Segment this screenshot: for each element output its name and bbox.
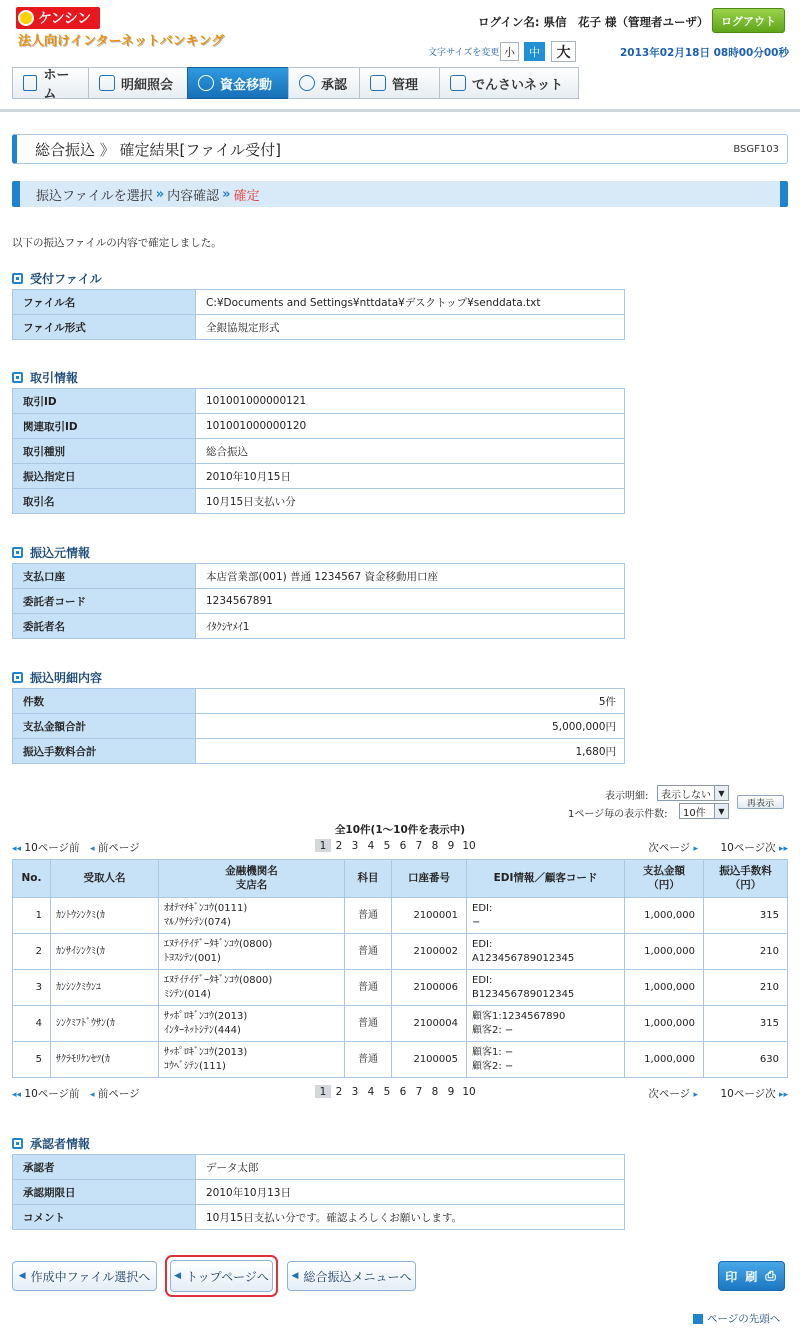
pager-next10-link[interactable]	[720, 840, 788, 855]
pager-next-label: 次ページ	[648, 1088, 691, 1100]
row-branch-name: ﾏﾙﾉｳﾁｼﾃﾝ(074)	[164, 916, 231, 928]
related-txn-id-label: 関連取引ID	[13, 414, 196, 439]
pager-page[interactable]: 8	[431, 1086, 439, 1098]
densai-icon	[450, 75, 466, 91]
file-format-label: ファイル形式	[13, 315, 196, 340]
row-fee: 315	[704, 1006, 788, 1042]
row-type: 普通	[345, 1042, 392, 1078]
total-fee-value: 1,680円	[196, 739, 625, 764]
print-label: 印 刷	[725, 1269, 760, 1284]
tab-manage[interactable]	[359, 67, 439, 99]
pager-page[interactable]: 5	[383, 1086, 391, 1098]
select-draft-file-label: 作成中ファイル選択へ	[30, 1269, 151, 1284]
col-header-fee: 振込手数料 （円）	[704, 860, 788, 898]
triangle-left-icon: ◀	[18, 1271, 26, 1281]
current-datetime: 2013年02月18日 08時00分00秒	[620, 47, 789, 59]
row-bank	[159, 898, 345, 934]
total-amount-label: 支払金額合計	[13, 714, 196, 739]
intro-message: 以下の振込ファイルの内容で確定しました。	[12, 237, 222, 249]
row-bank-name: ｴﾇﾃｲﾃｲﾃﾞｰﾀｷﾞﾝｺｳ(0800)	[164, 975, 273, 986]
row-type: 普通	[345, 898, 392, 934]
step-select-file: 振込ファイルを選択	[36, 188, 153, 204]
txn-id-value: 101001000000121	[196, 389, 625, 414]
row-no: 5	[13, 1042, 51, 1078]
row-branch-name: ｲﾝﾀｰﾈｯﾄｼﾃﾝ(444)	[164, 1024, 241, 1036]
pager-next-link[interactable]	[648, 1086, 698, 1101]
tab-fund-transfer-label: 資金移動	[220, 77, 273, 93]
pager-prev-label: 前ページ	[97, 1088, 140, 1100]
chevron-right-icon: ▸	[693, 844, 698, 854]
pager-page[interactable]: 10	[462, 840, 476, 852]
tab-home-label: ホーム	[43, 68, 70, 102]
comment-value: 10月15日支払い分です。確認よろしくお願いします。	[196, 1205, 625, 1230]
row-bank-name: ｻｯﾎﾟﾛｷﾞﾝｺｳ(2013)	[164, 1047, 248, 1058]
pager-page[interactable]: 6	[399, 1086, 407, 1098]
section-bullet-icon	[12, 372, 23, 383]
row-payee: ｶﾝｼﾝｸﾐｳﾝﾕ	[51, 970, 159, 1006]
login-name: ログイン名: 県信 花子 様（管理者ユーザ）	[478, 15, 709, 29]
section-heading-transaction-label: 取引情報	[30, 371, 79, 385]
double-chevron-left-icon: ◂◂	[12, 844, 22, 854]
redisplay-button[interactable]	[737, 795, 784, 809]
txn-name-value: 10月15日支払い分	[196, 489, 625, 514]
transfer-date-value: 2010年10月15日	[196, 464, 625, 489]
pager-prev-link[interactable]	[90, 1086, 140, 1101]
row-no: 2	[13, 934, 51, 970]
bank-logo[interactable]	[16, 7, 100, 29]
row-bank	[159, 1042, 345, 1078]
pager-page[interactable]: 2	[335, 1086, 343, 1098]
section-bullet-icon	[12, 273, 23, 284]
pager-page[interactable]: 1	[315, 839, 331, 852]
transfer-menu-button[interactable]	[287, 1261, 416, 1291]
row-edi-line2: 顧客2: −	[472, 1060, 514, 1072]
pager-page[interactable]: 7	[415, 1086, 423, 1098]
file-name-value: C:¥Documents and Settings¥nttdata¥デスクトップ¥senddata.txt	[196, 290, 625, 315]
section-heading-approver-label: 承認者情報	[30, 1137, 91, 1151]
pager-page[interactable]: 9	[447, 1086, 455, 1098]
approver-info-table	[12, 1154, 625, 1230]
step-confirm-content: 内容確認	[167, 188, 220, 204]
section-heading-summary-label: 振込明細内容	[30, 671, 103, 685]
approver-label: 承認者	[13, 1155, 196, 1180]
row-edi	[467, 1006, 625, 1042]
transfer-detail-table	[12, 859, 788, 1078]
col-header-bank: 金融機関名 支店名	[159, 860, 345, 898]
transfer-icon	[198, 75, 214, 91]
col-header-account: 口座番号	[392, 860, 467, 898]
logo-text: ケンシン	[38, 11, 91, 27]
row-payee: ｻｸﾗﾓﾘｹﾝｾﾂ(ｶ	[51, 1042, 159, 1078]
tab-statements[interactable]	[88, 67, 187, 99]
select-draft-file-button[interactable]	[12, 1261, 157, 1291]
col-header-edi: EDI情報／顧客コード	[467, 860, 625, 898]
row-type: 普通	[345, 970, 392, 1006]
pager-pages	[315, 1085, 479, 1098]
pager-prev10-label: 10ページ前	[24, 842, 80, 854]
row-edi-line1: EDI:	[472, 975, 493, 986]
total-amount-value: 5,000,000円	[196, 714, 625, 739]
row-account: 2100006	[392, 970, 467, 1006]
row-amount: 1,000,000	[625, 970, 704, 1006]
logout-button[interactable]: ログアウト	[712, 8, 785, 33]
section-heading-transaction	[12, 369, 78, 386]
row-edi-line1: 顧客1:1234567890	[472, 1011, 566, 1022]
pager-page[interactable]: 2	[335, 840, 343, 852]
section-heading-source-label: 振込元情報	[30, 546, 91, 560]
col-header-amount: 支払金額 （円）	[625, 860, 704, 898]
row-no: 4	[13, 1006, 51, 1042]
main-nav	[12, 67, 579, 102]
pager-pages	[315, 839, 479, 852]
row-amount: 1,000,000	[625, 898, 704, 934]
pager-prev10-label: 10ページ前	[24, 1088, 80, 1100]
tab-densai[interactable]	[439, 67, 579, 99]
double-chevron-left-icon: ◂◂	[12, 1090, 22, 1100]
printer-icon: ⎙	[765, 1268, 778, 1284]
show-detail-value: 表示しない	[661, 789, 711, 801]
pager-prev10-link[interactable]	[12, 1086, 80, 1101]
row-account: 2100002	[392, 934, 467, 970]
col-header-type: 科目	[345, 860, 392, 898]
table-row	[13, 934, 788, 970]
per-page-value: 10件	[683, 807, 706, 819]
pager-bottom	[12, 1085, 788, 1101]
row-edi-line2: 顧客2: −	[472, 1024, 514, 1036]
row-bank	[159, 934, 345, 970]
table-row	[13, 1042, 788, 1078]
section-heading-summary	[12, 669, 102, 686]
check-icon	[299, 75, 315, 91]
header	[0, 0, 800, 112]
tab-fund-transfer[interactable]	[187, 67, 288, 99]
row-amount: 1,000,000	[625, 934, 704, 970]
file-info-table	[12, 289, 625, 340]
pager-next10-label: 10ページ次	[720, 1088, 776, 1100]
row-edi-line2: −	[472, 916, 481, 928]
section-heading-approver	[12, 1135, 90, 1152]
tab-home[interactable]	[12, 67, 88, 102]
triangle-left-icon: ◀	[291, 1271, 299, 1281]
row-type: 普通	[345, 934, 392, 970]
section-bullet-icon	[12, 1138, 23, 1149]
row-no: 3	[13, 970, 51, 1006]
show-detail-select[interactable]	[657, 785, 729, 801]
row-amount: 1,000,000	[625, 1042, 704, 1078]
chevron-down-icon: ▼	[714, 786, 728, 800]
pager-next10-label: 10ページ次	[720, 842, 776, 854]
tab-approve-label: 承認	[321, 77, 348, 93]
page-top-label: ページの先頭へ	[707, 1313, 781, 1325]
related-txn-id-value: 101001000000120	[196, 414, 625, 439]
tab-densai-label: でんさいネット	[472, 77, 564, 93]
row-edi-line1: 顧客1: −	[472, 1047, 514, 1058]
section-heading-file-label: 受付ファイル	[30, 272, 102, 286]
step-separator: »	[155, 186, 165, 202]
txn-id-label: 取引ID	[13, 389, 196, 414]
txn-type-label: 取引種別	[13, 439, 196, 464]
transfer-menu-label: 総合振込メニューへ	[303, 1269, 412, 1284]
chevron-left-icon: ◂	[90, 1090, 95, 1100]
source-info-table	[12, 563, 625, 639]
pager-page[interactable]: 7	[415, 840, 423, 852]
transaction-info-table	[12, 388, 625, 514]
tab-approve[interactable]	[288, 67, 359, 99]
row-edi-line1: EDI:	[472, 903, 493, 914]
home-icon	[23, 75, 37, 91]
section-heading-file	[12, 270, 102, 287]
pager-page[interactable]: 6	[399, 840, 407, 852]
txn-name-label: 取引名	[13, 489, 196, 514]
top-page-button[interactable]	[170, 1260, 273, 1292]
row-payee: ｼﾝｸﾐﾌﾄﾞｳｻﾝ(ｶ	[51, 1006, 159, 1042]
col-header-payee: 受取人名	[51, 860, 159, 898]
row-fee: 315	[704, 898, 788, 934]
approval-deadline-value: 2010年10月13日	[196, 1180, 625, 1205]
approval-deadline-label: 承認期限日	[13, 1180, 196, 1205]
row-amount: 1,000,000	[625, 1006, 704, 1042]
row-account: 2100005	[392, 1042, 467, 1078]
pager-next10-link[interactable]	[720, 1086, 788, 1101]
row-fee: 210	[704, 970, 788, 1006]
col-header-no: No.	[13, 860, 51, 898]
step-separator: »	[222, 186, 231, 202]
arrow-up-icon	[693, 1314, 703, 1324]
service-subtitle: 法人向けインターネットバンキング	[18, 34, 225, 49]
table-row	[13, 970, 788, 1006]
user-icon	[370, 75, 386, 91]
table-row	[13, 898, 788, 934]
row-edi	[467, 934, 625, 970]
pager-prev-label: 前ページ	[97, 842, 140, 854]
font-size-small-button[interactable]: 小	[500, 42, 519, 61]
pager-page[interactable]: 4	[367, 1086, 375, 1098]
section-bullet-icon	[12, 672, 23, 683]
pager-page[interactable]: 9	[447, 840, 455, 852]
row-branch-name: ﾄﾖｽｼﾃﾝ(001)	[164, 952, 221, 964]
txn-type-value: 総合振込	[196, 439, 625, 464]
document-icon	[99, 75, 115, 91]
chevron-left-icon: ◂	[90, 844, 95, 854]
per-page-select[interactable]	[679, 803, 729, 819]
pager-page[interactable]: 3	[351, 1086, 359, 1098]
comment-label: コメント	[13, 1205, 196, 1230]
pager-top	[12, 839, 788, 855]
pager-next-link[interactable]	[648, 840, 698, 855]
approver-value: データ太郎	[196, 1155, 625, 1180]
page-title: 総合振込 》 確定結果[ファイル受付]	[35, 140, 281, 159]
count-value: 5件	[196, 689, 625, 714]
row-edi-line1: EDI:	[472, 939, 493, 950]
step-finalize: 確定	[233, 188, 260, 204]
font-size-medium-button[interactable]: 中	[524, 42, 545, 61]
triangle-left-icon: ◀	[174, 1271, 181, 1281]
table-header-row	[13, 860, 788, 898]
row-fee: 630	[704, 1042, 788, 1078]
file-format-value: 全銀協規定形式	[196, 315, 625, 340]
pager-next-label: 次ページ	[648, 842, 691, 854]
row-account: 2100001	[392, 898, 467, 934]
row-branch-name: ｺｳﾍﾞｼﾃﾝ(111)	[164, 1060, 226, 1072]
row-bank	[159, 1006, 345, 1042]
pager-page[interactable]: 3	[351, 840, 359, 852]
double-chevron-right-icon: ▸▸	[778, 844, 788, 854]
row-edi	[467, 970, 625, 1006]
pager-page[interactable]: 1	[315, 1085, 331, 1098]
payment-account-label: 支払口座	[13, 564, 196, 589]
page-top-link[interactable]	[693, 1311, 780, 1326]
consignor-code-value: 1234567891	[196, 589, 625, 614]
row-bank-name: ｻｯﾎﾟﾛｷﾞﾝｺｳ(2013)	[164, 1011, 248, 1022]
double-chevron-right-icon: ▸▸	[778, 1090, 788, 1100]
screen-code: BSGF103	[733, 144, 779, 155]
pager-prev-link[interactable]	[90, 840, 140, 855]
row-edi-line2: A123456789012345	[472, 952, 575, 964]
row-payee: ｶﾝﾄｳｼﾝｸﾐ(ｶ	[51, 898, 159, 934]
show-detail-label: 表示明細:	[605, 791, 649, 802]
section-heading-source	[12, 544, 90, 561]
font-size-label: 文字サイズを変更	[428, 48, 500, 58]
row-type: 普通	[345, 1006, 392, 1042]
row-branch-name: ﾐｼﾃﾝ(014)	[164, 988, 211, 1000]
summary-table	[12, 688, 625, 764]
row-edi	[467, 1042, 625, 1078]
top-page-label: トップページへ	[186, 1269, 269, 1284]
chevron-down-icon: ▼	[714, 804, 728, 818]
row-edi	[467, 898, 625, 934]
row-payee: ｶﾝｻｲｼﾝｸﾐ(ｶ	[51, 934, 159, 970]
consignor-name-label: 委託者名	[13, 614, 196, 639]
pager-prev10-link[interactable]	[12, 840, 80, 855]
page-title-box	[12, 134, 788, 164]
per-page-label: 1ページ毎の表示件数:	[568, 809, 668, 820]
file-name-label: ファイル名	[13, 290, 196, 315]
row-no: 1	[13, 898, 51, 934]
transfer-date-label: 振込指定日	[13, 464, 196, 489]
tab-manage-label: 管理	[392, 77, 419, 93]
row-bank	[159, 970, 345, 1006]
pager-page[interactable]: 4	[367, 840, 375, 852]
step-indicator	[12, 181, 788, 207]
font-size-large-button[interactable]: 大	[551, 41, 576, 62]
row-bank-name: ｴﾇﾃｲﾃｲﾃﾞｰﾀｷﾞﾝｺｳ(0800)	[164, 939, 273, 950]
redisplay-label: 再表示	[746, 798, 774, 809]
print-button[interactable]	[718, 1261, 785, 1291]
chevron-right-icon: ▸	[693, 1090, 698, 1100]
tab-statements-label: 明細照会	[121, 77, 174, 93]
total-fee-label: 振込手数料合計	[13, 739, 196, 764]
pager-page[interactable]: 10	[462, 1086, 476, 1098]
logo-mark-icon	[18, 10, 34, 26]
row-fee: 210	[704, 934, 788, 970]
consignor-code-label: 委託者コード	[13, 589, 196, 614]
pager-page[interactable]: 5	[383, 840, 391, 852]
result-count: 全10件(1〜10件を表示中)	[334, 824, 466, 836]
pager-page[interactable]: 8	[431, 840, 439, 852]
row-bank-name: ｵｵﾃﾏﾁｷﾞﾝｺｳ(0111)	[164, 903, 248, 914]
payment-account-value: 本店営業部(001) 普通 1234567 資金移動用口座	[196, 564, 625, 589]
section-bullet-icon	[12, 547, 23, 558]
row-edi-line2: B123456789012345	[472, 988, 575, 1000]
table-row	[13, 1006, 788, 1042]
consignor-name-value: ｲﾀｸｼﾔﾒｲ1	[196, 614, 625, 639]
count-label: 件数	[13, 689, 196, 714]
row-account: 2100004	[392, 1006, 467, 1042]
